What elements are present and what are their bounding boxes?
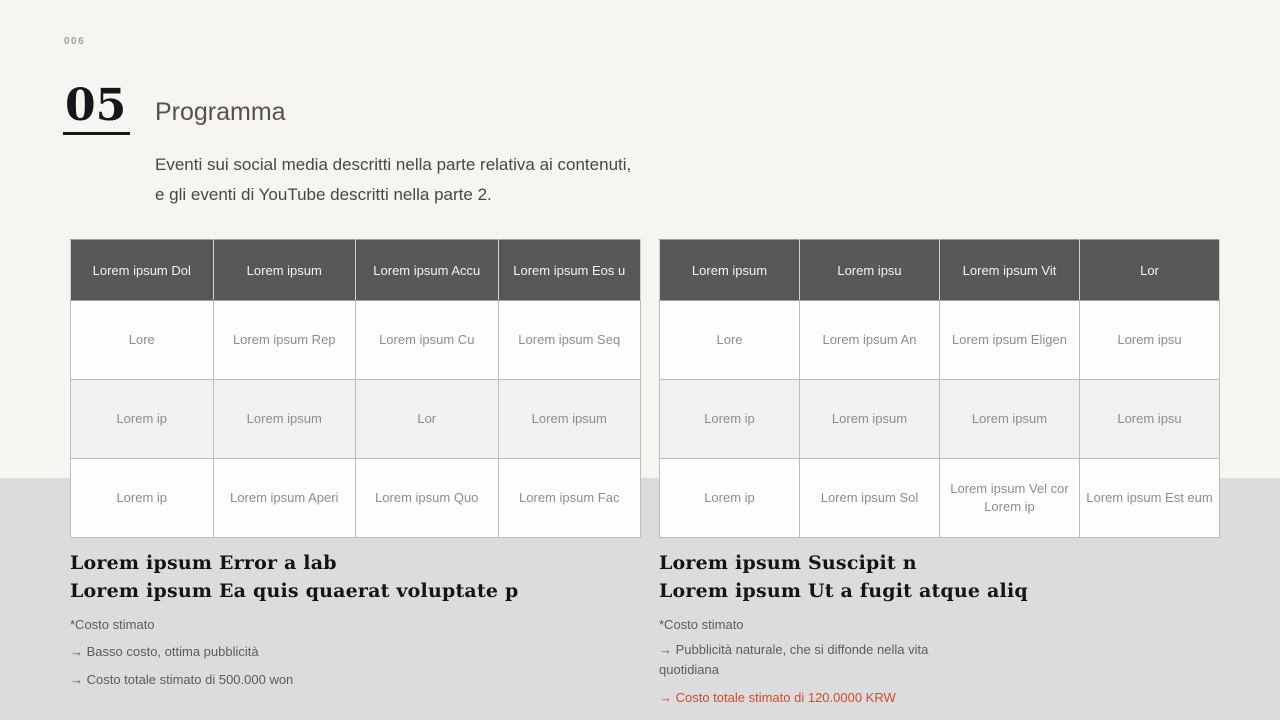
table-right [659,239,1220,538]
notes-left-heading-line-2: Lorem ipsum Ea quis quaerat voluptate p [70,580,519,602]
table-header-row [71,240,641,301]
table-cell: Lor [356,380,499,459]
subtitle [155,150,631,210]
table-cell: Lorem ipsu [1080,301,1220,380]
table-cell: Lorem ipsum Cu [356,301,499,380]
page-title: Programma [155,98,286,126]
subtitle-line-2: e gli eventi di YouTube descritti nella parte 2. [155,185,492,204]
table-cell: Lorem ipsum [940,380,1080,459]
table-header-cell: Lorem ipsum [660,240,800,301]
notes-right-item: → Pubblicità naturale, che si diffonde nella vita [659,642,929,657]
table-header-row [660,240,1220,301]
table-cell: Lorem ip [660,380,800,459]
table-row [660,459,1220,538]
table-cell: Lore [660,301,800,380]
notes-right-item-wrap: quotidiana [659,662,719,677]
table-left [70,239,641,538]
table-cell: Lorem ipsum Vel cor Lorem ip [940,459,1080,538]
notes-right [659,549,1219,708]
table-header-cell: Lorem ipsu [800,240,940,301]
notes-left-cost-label: *Costo stimato [70,617,155,632]
table-cell: Lorem ipsum Rep [213,301,356,380]
table-cell: Lorem ipsum [498,380,641,459]
table-row [71,301,641,380]
notes-left [70,549,630,690]
notes-right-item-highlighted: → Costo totale stimato di 120.0000 KRW [659,690,896,705]
table-cell: Lorem ipsum Aperi [213,459,356,538]
table-header-cell: Lorem ipsum Vit [940,240,1080,301]
notes-left-item: → Costo totale stimato di 500.000 won [70,672,294,687]
table-cell: Lorem ipsum [800,380,940,459]
subtitle-line-1: Eventi sui social media descritti nella parte relativa ai contenuti, [155,155,632,174]
section-number: 05 [63,82,130,135]
table-cell: Lorem ipsum [213,380,356,459]
page-number: 006 [64,36,86,47]
notes-right-cost-label: *Costo stimato [659,617,744,632]
table-cell: Lorem ip [71,380,214,459]
table-cell: Lorem ipsu [1080,380,1220,459]
notes-right-heading-line-1: Lorem ipsum Suscipit n [659,552,917,574]
table-row [660,380,1220,459]
table-cell: Lore [71,301,214,380]
notes-right-heading-line-2: Lorem ipsum Ut a fugit atque aliq [659,580,1028,602]
table-cell: Lorem ip [71,459,214,538]
table-header-cell: Lorem ipsum Dol [71,240,214,301]
table-row [660,301,1220,380]
table-cell: Lorem ipsum Fac [498,459,641,538]
table-cell: Lorem ipsum Sol [800,459,940,538]
table-cell: Lorem ipsum Quo [356,459,499,538]
table-cell: Lorem ipsum Est eum [1080,459,1220,538]
table-cell: Lorem ipsum Eligen [940,301,1080,380]
table-header-cell: Lorem ipsum [213,240,356,301]
notes-left-item: → Basso costo, ottima pubblicità [70,644,259,659]
table-header-cell: Lor [1080,240,1220,301]
table-cell: Lorem ipsum An [800,301,940,380]
table-cell: Lorem ipsum Seq [498,301,641,380]
table-header-cell: Lorem ipsum Accu [356,240,499,301]
table-row [71,459,641,538]
notes-left-heading-line-1: Lorem ipsum Error a lab [70,552,337,574]
table-header-cell: Lorem ipsum Eos u [498,240,641,301]
table-row [71,380,641,459]
table-cell: Lorem ip [660,459,800,538]
